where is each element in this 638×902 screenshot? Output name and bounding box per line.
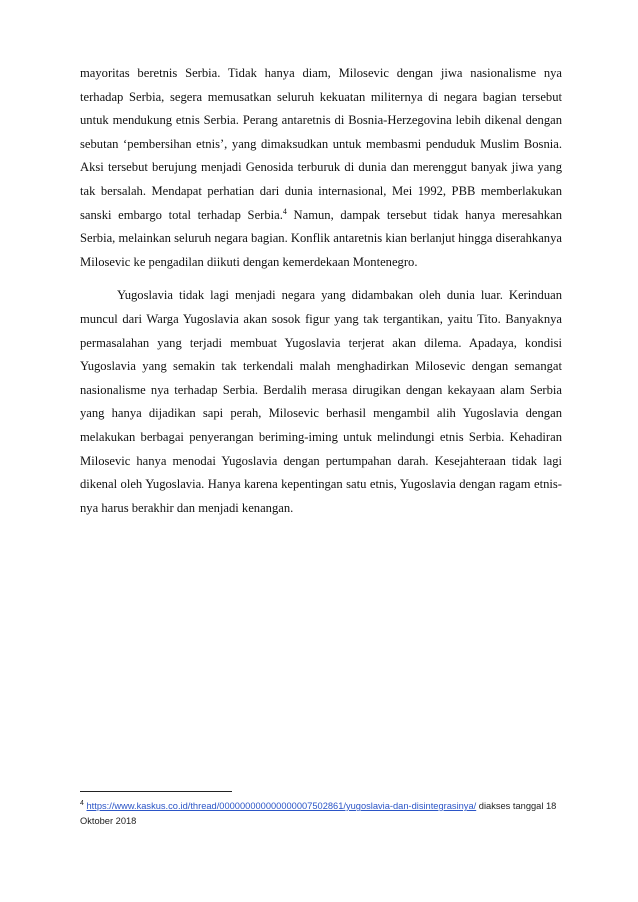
paragraph-1-text-before: mayoritas beretnis Serbia. Tidak hanya diam, Milosevic dengan jiwa nasionalisme nya terhadap Serbia, segera memusatkan seluruh kekuatan militernya di negara bagian tersebut untuk mendukung etnis Serbia. Perang antaretnis di Bosnia-Herzegovina lebih dikenal dengan sebutan ‘pembersihan etnis’, yang dimaksudkan untuk membasmi penduduk Muslim Bosnia. Aksi tersebut berujung menjadi Genosida terburuk di dunia dan merenggut banyak jiwa yang tak bersalah. Mendapat perhatian dari dunia internasional, Mei 1992, PBB memberlakukan sanski embargo total terhadap Serbia. bbox=[80, 66, 562, 222]
footnote bbox=[80, 799, 562, 829]
paragraph-1 bbox=[80, 62, 562, 274]
footnote-number: 4 bbox=[80, 799, 84, 807]
paragraph-1-text-after: Namun, dampak tersebut tidak hanya meresahkan Serbia, melainkan seluruh negara bagian. Konflik antaretnis kian berlanjut hingga diserahkanya Milosevic ke pengadilan diikuti dengan kemerdekaan Montenegro. bbox=[80, 207, 562, 269]
paragraph-2: Yugoslavia tidak lagi menjadi negara yang didambakan oleh dunia luar. Kerinduan muncul dari Warga Yugoslavia akan sosok figur yang tak tergantikan, yaitu Tito. Banyaknya permasalahan yang terjadi membuat Yugoslavia terjerat akan dilema. Apadaya, kondisi Yugoslavia yang semakin tak terkendali malah menghadirkan Milosevic dengan semangat nasionalisme nya terhadap Serbia. Berdalih merasa dirugikan dengan kekayaan alam Serbia yang hanya dijadikan sapi perah, Milosevic berhasil mengambil alih Yugoslavia dengan melakukan berbagai penyerangan beriming-iming untuk melindungi etnis Serbia. Kehadiran Milosevic hanya menodai Yugoslavia dengan pertumpahan darah. Kesejahteraan tidak lagi dikenal oleh Yugoslavia. Hanya karena kepentingan satu etnis, Yugoslavia dengan ragam etnis-nya harus berakhir dan menjadi kenangan. bbox=[80, 288, 562, 515]
footnote-reference[interactable]: 4 bbox=[282, 206, 287, 216]
body-text bbox=[80, 62, 562, 520]
footnote-access-text: diakses tanggal 18 Oktober 2018 bbox=[80, 801, 557, 826]
footnote-separator bbox=[80, 791, 232, 792]
footnote-link[interactable]: https://www.kaskus.co.id/thread/000000000000000007502861/yugoslavia-dan-disintegrasinya/ bbox=[86, 801, 477, 811]
